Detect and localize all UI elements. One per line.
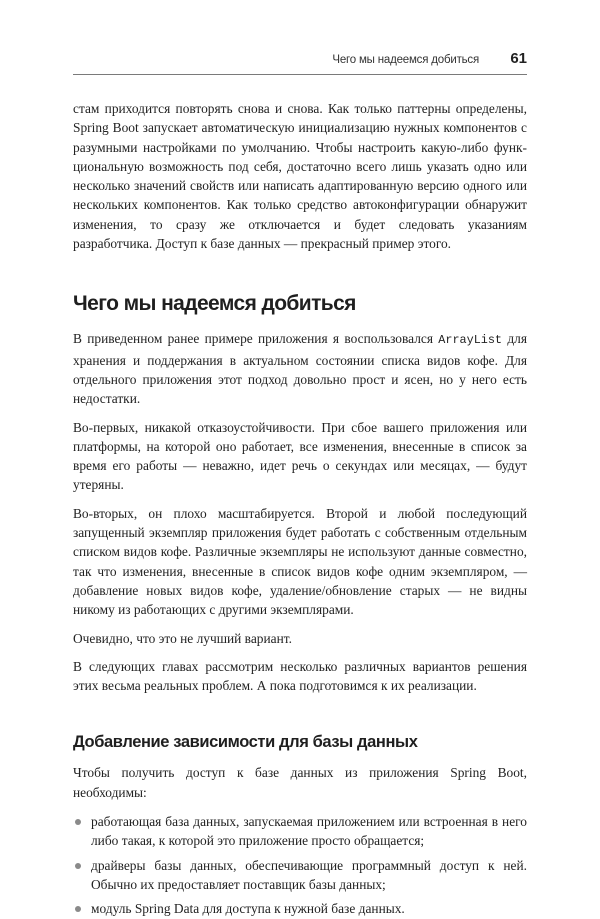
paragraph-not-best: Очевидно, что это не лучший вариант. [73,630,292,646]
page-body [73,99,527,919]
list-item [73,812,527,851]
paragraph-fault-tolerance: Во-первых, никакой отказоустойчивости. При сбое вашего приложения или платформы, на которой оно работает, все изменения, внесенные в список за время его работы — неважно, идет речь о секундах или месяцах, — будут утеряны. [73,419,527,493]
paragraph-arraylist-start: В приведенном ранее примере приложения я воспользовался [73,331,439,347]
list-item-text: работающая база данных, запускаемая приложением или встроенная в него либо такая, к которой это приложение просто обращается; [91,814,527,849]
paragraph-arraylist [73,329,527,408]
page-header [73,50,527,75]
paragraph-requirements-intro: Чтобы получить доступ к базе данных из приложения Spring Boot, необходимы: [73,765,527,800]
section-heading-database-dependency: Добавление зависимости для базы данных [73,733,418,752]
list-item [73,856,527,895]
inline-code-arraylist: ArrayList [438,333,503,348]
paragraph-next-chapters: В следующих главах рассмотрим несколько различных вариантов решения этих весьма реальных проблем. А пока подготовимся к их реализации. [73,658,527,694]
page-number: 61 [510,50,527,67]
list-item-text: модуль Spring Data для доступа к нужной базе данных. [91,901,405,917]
list-item-text: драйверы базы данных, обеспечивающие программный доступ к ней. Обычно их предоставляет поставщик базы данных; [91,857,527,892]
requirements-list [73,812,527,918]
intro-paragraph: стам приходится повторять снова и снова. Как только паттерны определены, Spring Boot запускает автоматическую инициализацию нужных компонентов с разумными настройками по умолчанию. Чтобы настроить какую-либо функциональную возможность под себя, достаточно всего лишь указать одно или несколько значений свойств или написать адаптированную версию одного или нескольких компонентов. Как только средство автоконфигурации обнаружит изменения, то сразу же отключается и будет следовать указаниям разработчика. Доступ к базе данных — прекрасный пример этого. [73,101,527,252]
bullet-icon [75,906,81,912]
bullet-icon [75,819,81,825]
paragraph-scaling: Во-вторых, он плохо масштабируется. Второй и любой последующий запущенный экземпляр приложения будет работать с собственным отдельным списком видов кофе. Различные экземпляры не используют данные совместно, так что изменения, внесенные в список видов кофе одним экземпляром, — добавление новых видов кофе, удаление/обновление старых — не видны никому из работающих с другими экземплярами. [73,505,527,618]
running-title: Чего мы надеемся добиться [332,54,479,66]
paragraph-arraylist-end: для хранения и поддержания в актуальном состоянии списка видов кофе. Для отдельного приложения этот подход довольно прост и ясен, но у него есть недостатки. [73,331,527,407]
bullet-icon [75,863,81,869]
section-heading-goals: Чего мы надеемся добиться [73,292,356,316]
list-item [73,899,527,918]
